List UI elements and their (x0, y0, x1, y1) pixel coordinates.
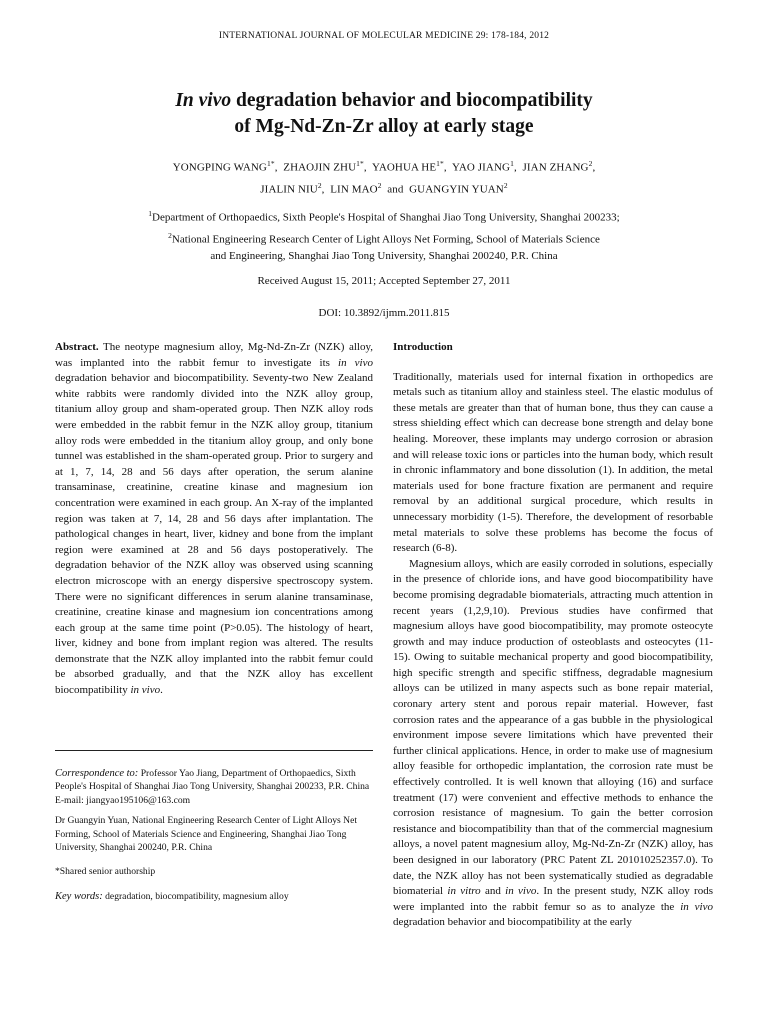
abstract (55, 340, 373, 699)
abstract-italic: in vivo (338, 356, 373, 369)
title-line-1 (0, 88, 768, 114)
paper-title (0, 88, 768, 140)
correspondence-label: Correspondence to: (55, 768, 139, 779)
intro-paragraph-2 (393, 557, 713, 931)
author-sup: 2 (377, 180, 382, 190)
abstract-text: degradation behavior and biocompatibility. Seventy-two New Zealand white rabbits were randomly divided into the NZK alloy group, titanium alloy group and sham-operated group. Then NZK alloy rods were embedded in the rabbit femur in the NZK alloy group, titanium alloy rods were embedded in the titanium alloy group, and only bone tunnel was established in the sham-operated group. Prior to surgery and at 1, 7, 14, 28 and 56 days after operation, the serum alanine transaminase, creatinine, creatine kinase and magnesium ion concentration were examined in each group. An X-ray of the implanted region was taken at 7, 14, 28 and 56 days after implantation. The pathological changes in heart, liver, kidney and bone from the implant region were examined at 28 and 56 days postoperatively. The degradation behavior of the NZK alloy was observed using scanning electron microscope with an energy dispersive spectroscopy system. There were no significant differences in serum alanine transaminase, creatinine, creatine kinase and magnesium ion concentrations among each group at the same time point (P>0.05). The histology of heart, liver, kidney and bone from implant region was altered. The results demonstrate that the NZK alloy implanted into the rabbit femur could be absorbed gradually, and that the NZK alloy has excellent biocompatibility (55, 372, 373, 697)
affiliations (0, 205, 768, 265)
section-heading: Introduction (393, 341, 453, 353)
running-head: INTERNATIONAL JOURNAL OF MOLECULAR MEDICINE 29: 178-184, 2012 (218, 31, 550, 41)
keywords (55, 890, 373, 903)
intro-paragraph-1: Traditionally, materials used for internal fixation in orthopedics are metals such as titanium alloy and stainless steel. The elastic modulus of these metals are greater than that of human bone, thus they can cause a stress shielding effect which can decrease bone strength and delay bone healing. Moreover, these implants may undergo corrosion or abrasion and will release toxic ions or particles into the human body, which result in chronic inflammatory and bone dissolution (1). In addition, the metal materials used for bone fracture fixation are permanent and require removal by an additional surgical procedure, which results in unnecessary morbidity (1-5). Therefore, the development of resorbable metal materials to solve these problems has become the focus of research (6-8). (393, 370, 713, 555)
author: GUANGYIN YUAN (409, 183, 504, 196)
author-line-2: JIALIN NIU$^2$, LIN MAO$^2$ and GUANGYIN YUAN$^2$ (260, 180, 508, 196)
keywords-label: Key words: (55, 890, 103, 902)
received-dates: Received August 15, 2011; Accepted September 27, 2011 (257, 275, 511, 287)
correspondence (55, 767, 373, 794)
affiliation-text: Department of Orthopaedics, Sixth People's Hospital of Shanghai Jiao Tong University, Shanghai 200233; (152, 211, 620, 224)
affiliation-sup: 2 (168, 230, 172, 240)
author-list (0, 155, 768, 198)
footnotes (55, 767, 373, 903)
affiliation-2 (0, 227, 768, 249)
abstract-italic: in vivo (130, 684, 161, 697)
author: YAOHUA HE (372, 161, 437, 174)
author-sup: 1 (510, 159, 514, 168)
affiliation-text: National Engineering Research Center of Light Alloys Net Forming, School of Materials Science (171, 233, 600, 246)
title-line-2: of Mg-Nd-Zn-Zr alloy at early stage (234, 116, 534, 137)
shared-authorship-note: *Shared senior authorship (55, 866, 156, 878)
author: JIAN ZHANG (522, 161, 589, 174)
intro-text: degradation behavior and biocompatibility at the early (393, 916, 632, 929)
author-sup: 1* (356, 159, 364, 168)
author: JIALIN NIU (260, 183, 318, 196)
correspondence-text: Professor Yao Jiang, Department of Orthopaedics, Sixth People's Hospital of Shanghai Jiao Tong University, Shanghai 200233, P.R. China (55, 768, 370, 793)
keywords-text: degradation, biocompatibility, magnesium alloy (102, 890, 289, 902)
title-italic: In vivo (175, 90, 232, 111)
and-word: and (387, 183, 404, 196)
intro-text: and (480, 885, 506, 898)
footnote-rule (55, 750, 373, 751)
doi[interactable]: DOI: 10.3892/ijmm.2011.815 (318, 307, 450, 319)
abstract-text: The neotype magnesium alloy, Mg-Nd-Zn-Zr (NZK) alloy, was implanted into the rabbit femur to investigate its (55, 341, 373, 369)
intro-text: . In the present study, NZK alloy rods were implanted into the rabbit femur so as to analyze the (393, 885, 713, 913)
author: LIN MAO (330, 183, 378, 196)
abstract-heading: Abstract. (55, 341, 99, 353)
affiliation-1 (0, 205, 768, 227)
abstract-column (55, 340, 373, 699)
second-correspondence: Dr Guangyin Yuan, National Engineering Research Center of Light Alloys Net Forming, School of Materials Science and Engineering, Shanghai Jiao Tong University, Shanghai 200240, P.R. China (55, 815, 358, 854)
intro-italic: in vivo (505, 885, 537, 898)
author: YAO JIANG (452, 161, 511, 174)
title-line-1-rest: degradation behavior and biocompatibility (231, 90, 593, 111)
author-sup: 1* (436, 159, 444, 168)
email[interactable]: E-mail: jiangyao195106@163.com (55, 794, 191, 806)
author-sup: 1* (266, 159, 275, 168)
author: ZHAOJIN ZHU (283, 161, 357, 174)
affiliation-sup: 1 (148, 209, 152, 218)
introduction-column (393, 340, 713, 931)
author-sup: 2 (503, 180, 508, 190)
author-line-1: YONGPING $WANG^{1*}$, ZHAOJIN $ZHU^{1*}$, YAOHUA $HE^{1*}$, YAO JIANG$^1$, JIAN ZHANG$^2$, (172, 159, 596, 174)
author-sup: 2 (317, 180, 322, 190)
author: YONGPING WANG (172, 161, 267, 174)
intro-text: Magnesium alloys, which are easily corroded in solutions, especially in the presence of chloride ions, and have good biocompatibility have become promising degradable biomaterials, attracting much attention in recent years (1,2,9,10). Previous studies have confirmed that magnesium alloys have good biocompatibility, may promote osteocyte growth and may induce production of osteoblasts and osteocytes (11-15). Owing to suitable mechanical property and good biocompatibility, high specific strength and specific stiffness, degradable magnesium alloys can be utilized in many aspects such as bone repair material, coronary artery stent and porous repair material. However, fast corrosion rates and the appearance of a gas bubble in the physiological environment impose severe limitations which have prevented their further clinical applications. Hence, in order to make use of magnesium alloy feasible for orthopedic implantation, the corrosion rate must be effectively controlled. It is well known that alloying (16) and surface treatment (17) were convenient and effective methods to enhance the corrosion resistance of magnesium. To gain the better corrosion resistance and biocompatibility than that of the commercial magnesium alloys, a novel patent magnesium alloy, Mg-Nd-Zn-Zr (NZK) alloy, has been designed in our laboratory (PRC Patent ZL 201010252357.0). To date, the NZK alloy has not been systematically studied as degradable biomaterial (393, 557, 713, 898)
intro-italic: in vitro (447, 885, 481, 898)
intro-italic: in vivo (680, 900, 713, 913)
author-sup: 2 (588, 159, 593, 168)
abstract-text: . (160, 684, 163, 697)
affiliation-2-cont: and Engineering, Shanghai Jiao Tong University, Shanghai 200240, P.R. China (210, 250, 558, 263)
